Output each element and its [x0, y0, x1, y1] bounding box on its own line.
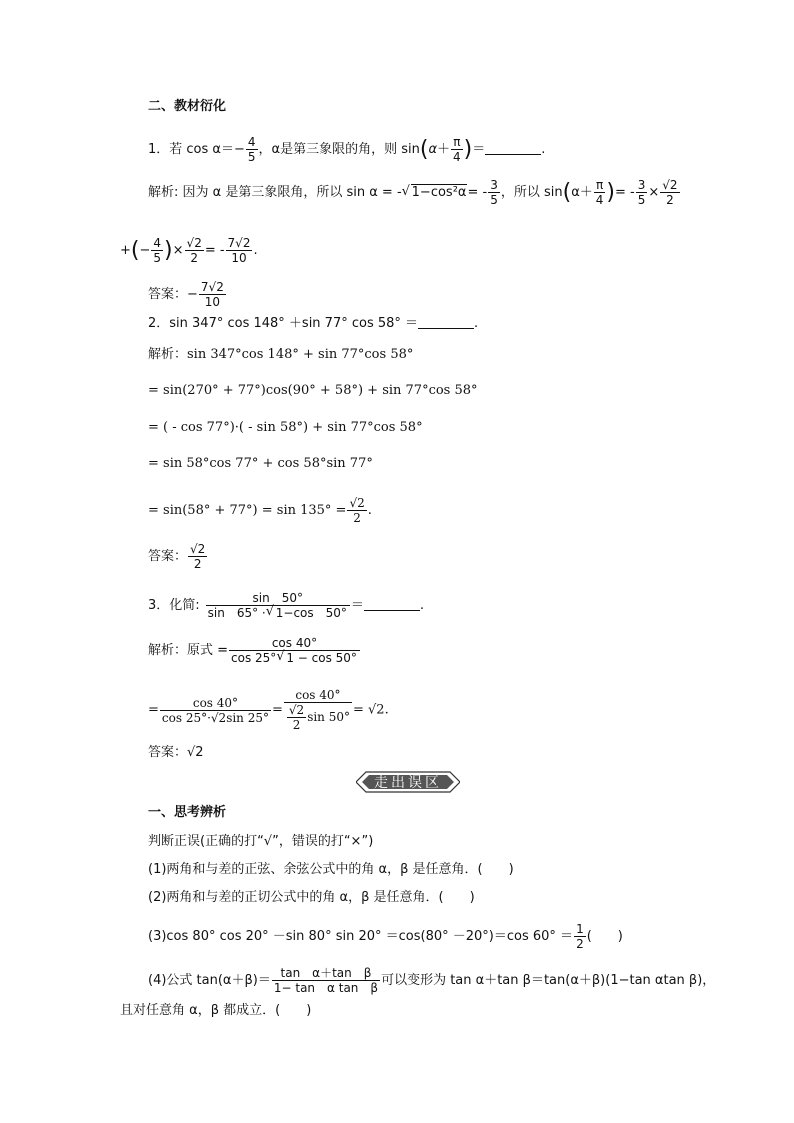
item-4: (4)公式 tan(α＋β)＝ $\frac{\text{tan α＋tan β}}{\text{1− tan α tan β}}$ 可以变形为 tan α＋tan β＝tan(α＋β)(1−tan αtan β)， — [148, 966, 716, 995]
a1-p1: 解析: 因为 α 是第三象限角，所以 sin α = - — [148, 185, 402, 200]
item-4-cont: 且对任意角 α，β 都成立．( ) — [120, 1003, 312, 1018]
answer-2-line-5: = sin(58° + 77°) = sin 135° = $\frac{√2}{2}$ . — [148, 496, 372, 525]
fraction: $\frac{4}{5}$ — [247, 135, 256, 164]
answer-3-line-1: 解析：原式 = $\frac{\cos 40^\circ}{\cos 25^\circ√ 1 - \cos 50^\circ}$ — [148, 636, 361, 665]
fraction: $\frac{\pi}{4}$ — [453, 135, 461, 164]
answer-1-explanation-cont: +(− $\frac{4}{5}$ )× $\frac{√2}{2}$ = - $\frac{7√2}{10}$ . — [120, 236, 258, 265]
answer-blank[interactable] — [485, 142, 541, 155]
radicand: 1−cos²α — [411, 185, 467, 200]
answer-blank[interactable] — [418, 316, 474, 329]
answer-1-explanation: 解析: 因为 α 是第三象限角，所以 sin α = -√ 1−cos²α= - $\frac{3}{5}$ ，所以 sin(α＋ $\frac{\pi}{4}$ )= - $\frac{3}{5}$ × $\frac{√2}{2}$ — [148, 178, 681, 207]
banner-text: 走出误区 — [374, 775, 442, 791]
question-2: 2．sin 347° cos 148° ＋sin 77° cos 58° ＝ . — [148, 316, 479, 331]
answer-2-line-4: = sin 58°cos 77° + cos 58°sin 77° — [148, 456, 373, 471]
section-banner — [356, 770, 460, 794]
answer-2-line-2: = sin(270° + 77°)cos(90° + 58°) + sin 77°cos 58° — [148, 383, 478, 398]
q1-label: 1．若 cos α＝− — [148, 142, 245, 157]
question-3: 3．化简: $\frac{\sin 50^\circ}{\sin 65^\circ \cdot√ 1-\cos 50^\circ}$ ＝ . — [148, 591, 424, 620]
section-title-reflection: 一、思考辨析 — [148, 805, 227, 820]
item-1: (1)两角和与差的正弦、余弦公式中的角 α，β 是任意角．( ) — [148, 862, 514, 877]
answer-2: 答案： $\frac{√2}{2}$ — [148, 542, 206, 571]
section-title-textbook: 二、教材衍化 — [148, 99, 227, 114]
answer-1: 答案：− $\frac{7√2}{10}$ — [148, 280, 224, 309]
item-3: (3)cos 80° cos 20° －sin 80° sin 20° ＝cos(80° －20°)＝cos 60° ＝ $\frac{1}{2}$ ( ) — [148, 922, 623, 951]
answer-2-line-1: 解析：sin 347°cos 148° + sin 77°cos 58° — [148, 347, 414, 362]
question-1: 1．若 cos α＝− $\frac{4}{5}$ ，α是第三象限的角，则 sin(α＋ $\frac{\pi}{4}$ )＝ . — [148, 135, 546, 164]
instruction: 判断正误(正确的打“√”，错误的打“×”) — [148, 834, 374, 849]
answer-blank[interactable] — [364, 598, 420, 611]
q1-tail: ，α是第三象限的角，则 sin — [258, 142, 420, 157]
answer-2-line-3: = ( - cos 77°)·( - sin 58°) + sin 77°cos 58° — [148, 420, 423, 435]
answer-3-line-2: = $\frac{\cos 40^\circ}{\cos 25^\circ\cdot√2\sin 25^\circ}$ = cos 40° $\frac{√2}{2}$ sin 50° = √2. — [148, 688, 389, 732]
item-2: (2)两角和与差的正切公式中的角 α，β 是任意角．( ) — [148, 890, 475, 905]
answer-3: 答案：√2 — [148, 745, 204, 760]
